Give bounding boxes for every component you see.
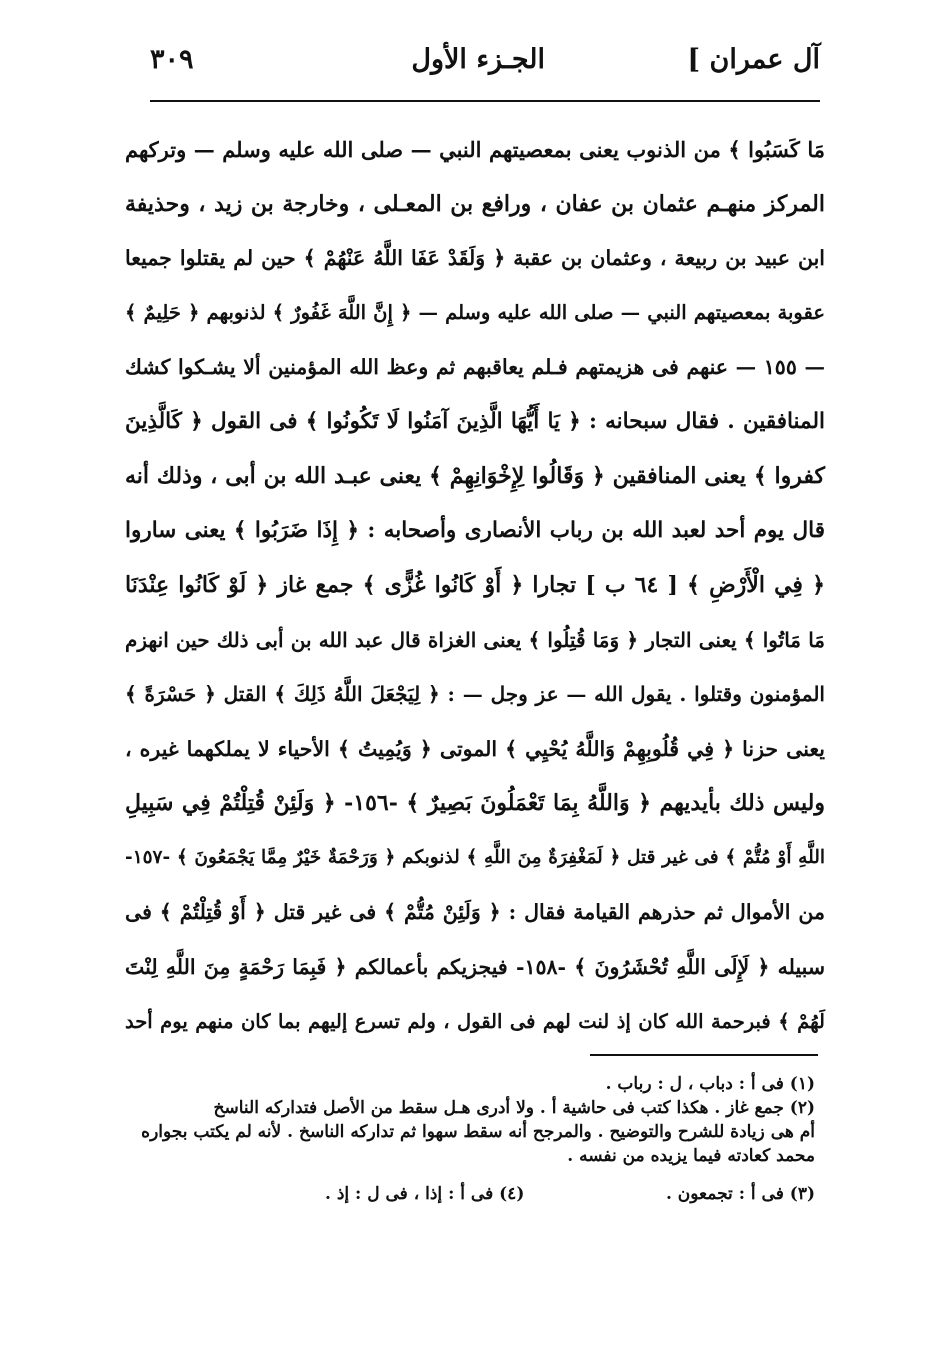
footnote-2-continuation: أم هى زيادة للشرح والتوضيح . والمرجح أنه سقط سهوا ثم تداركه الناسخ . لأنه لم يكتب بجواره: [141, 1122, 815, 1142]
footnote-4: (٤) فى أ : إذا ، فى ل : إذ .: [325, 1184, 525, 1204]
main-text: [125, 122, 825, 1049]
footnote-2: (٢) جمع غاز . هكذا كتب فى حاشية أ . ولا أدرى هـل سقط من الأصل فتداركه الناسخ: [213, 1098, 815, 1118]
running-header: [150, 38, 820, 96]
part-title: الجـزء الأول: [411, 44, 545, 75]
text-line: قال يوم أحد لعبد الله بن رباب الأنصارى وأصحابه : ﴿ إِذَا ضَرَبُوا ﴾ يعنى ساروا: [125, 518, 825, 543]
footnote-3: (٣) فى أ : تجمعون .: [665, 1184, 815, 1204]
text-line: لَهُمْ ﴾ فبرحمة الله كان إذ لنت لهم فى القول ، ولم تسرع إليهم بما كان منهم يوم أحد: [125, 1009, 825, 1033]
text-line: المنافقين . فقال سبحانه : ﴿ يَا أَيُّهَا الَّذِينَ آمَنُوا لَا تَكُونُوا ﴾ فى القول ﴿ كَالَّذِينَ: [125, 409, 825, 434]
text-line: المؤمنون وقتلوا . يقول الله — عز وجل — : ﴿ لِيَجْعَلَ اللَّهُ ذَلِكَ ﴾ القتل ﴿ حَسْرَةً ﴾: [125, 682, 825, 707]
footnote-divider: [590, 1054, 818, 1056]
header-divider: [150, 100, 820, 102]
text-line: ابن عبيد بن ربيعة ، وعثمان بن عقبة ﴿ وَلَقَدْ عَفَا اللَّهُ عَنْهُمْ ﴾ حين لم يقتلوا جميعا: [125, 246, 825, 270]
text-line: مَا كَسَبُوا ﴾ من الذنوب يعنى بمعصيتهم النبي — صلى الله عليه وسلم — وتركهم: [125, 136, 825, 162]
text-line: يعنى حزنا ﴿ فِي قُلُوبِهِمْ وَاللَّهُ يُحْيِي ﴾ الموتى ﴿ وَيُمِيتُ ﴾ الأحياء لا يملكهما غيره ،: [125, 736, 825, 761]
text-line: عقوبة بمعصيتهم النبي — صلى الله عليه وسلم — ﴿ إِنَّ اللَّهَ غَفُورٌ ﴾ لذنوبهم ﴿ حَلِيمٌ ﴾: [125, 301, 825, 324]
text-line: من الأموال ثم حذرهم القيامة فقال : ﴿ وَلَئِنْ مُتُّمْ ﴾ فى غير قتل ﴿ أَوْ قُتِلْتُمْ ﴾ فى: [125, 900, 825, 924]
text-line: ﴿ فِي الْأَرْضِ ﴾ [ ٦٤ ب ] تجارا ﴿ أَوْ كَانُوا غُزًّى ﴾ جمع غاز ﴿ لَوْ كَانُوا عِنْدَنَا: [125, 572, 825, 599]
text-line: كفروا ﴾ يعنى المنافقين ﴿ وَقَالُوا لِإِخْوَانِهِمْ ﴾ يعنى عبـد الله بن أبى ، وذلك أنه: [125, 463, 825, 490]
text-line: وليس ذلك بأيديهم ﴿ وَاللَّهُ بِمَا تَعْمَلُونَ بَصِيرٌ ﴾ -١٥٦- ﴿ وَلَئِنْ قُتِلْتُمْ فِي سَبِيلِ: [125, 790, 825, 817]
surah-title: آل عمران ]: [687, 44, 820, 75]
footnotes: [125, 1072, 815, 1206]
text-line: اللَّهِ أَوْ مُتُّمْ ﴾ فى غير قتل ﴿ لَمَغْفِرَةٌ مِنَ اللَّهِ ﴾ لذنوبكم ﴿ وَرَحْمَةٌ خَيْرٌ مِمَّا يَجْمَعُونَ ﴾ -١٥٧-: [125, 846, 825, 868]
text-line: — ١٥٥ — عنهم فى هزيمتهم فـلم يعاقبهم ثم وعظ الله المؤمنين ألا يشـكوا كشك: [125, 355, 825, 379]
text-line: المركز منهـم عثمان بن عفان ، ورافع بن المعـلى ، وخارجة بن زيد ، وحذيفة: [125, 190, 825, 217]
footnote-row: [125, 1182, 815, 1206]
text-line: مَا مَاتُوا ﴾ يعنى التجار ﴿ وَمَا قُتِلُوا ﴾ يعنى الغزاة قال عبد الله بن أبى ذلك حين انهزم: [125, 627, 825, 652]
page-number: ٣٠٩: [150, 44, 194, 75]
footnote-2-continuation: محمد كعادته فيما يزيده من نفسه .: [567, 1146, 815, 1166]
text-line: سبيله ﴿ لَإِلَى اللَّهِ تُحْشَرُونَ ﴾ -١٥٨- فيجزيكم بأعمالكم ﴿ فَبِمَا رَحْمَةٍ مِنَ اللَّهِ لِنْتَ: [125, 954, 825, 979]
footnote-1: (١) فى أ : دباب ، ل : رباب .: [605, 1074, 815, 1094]
